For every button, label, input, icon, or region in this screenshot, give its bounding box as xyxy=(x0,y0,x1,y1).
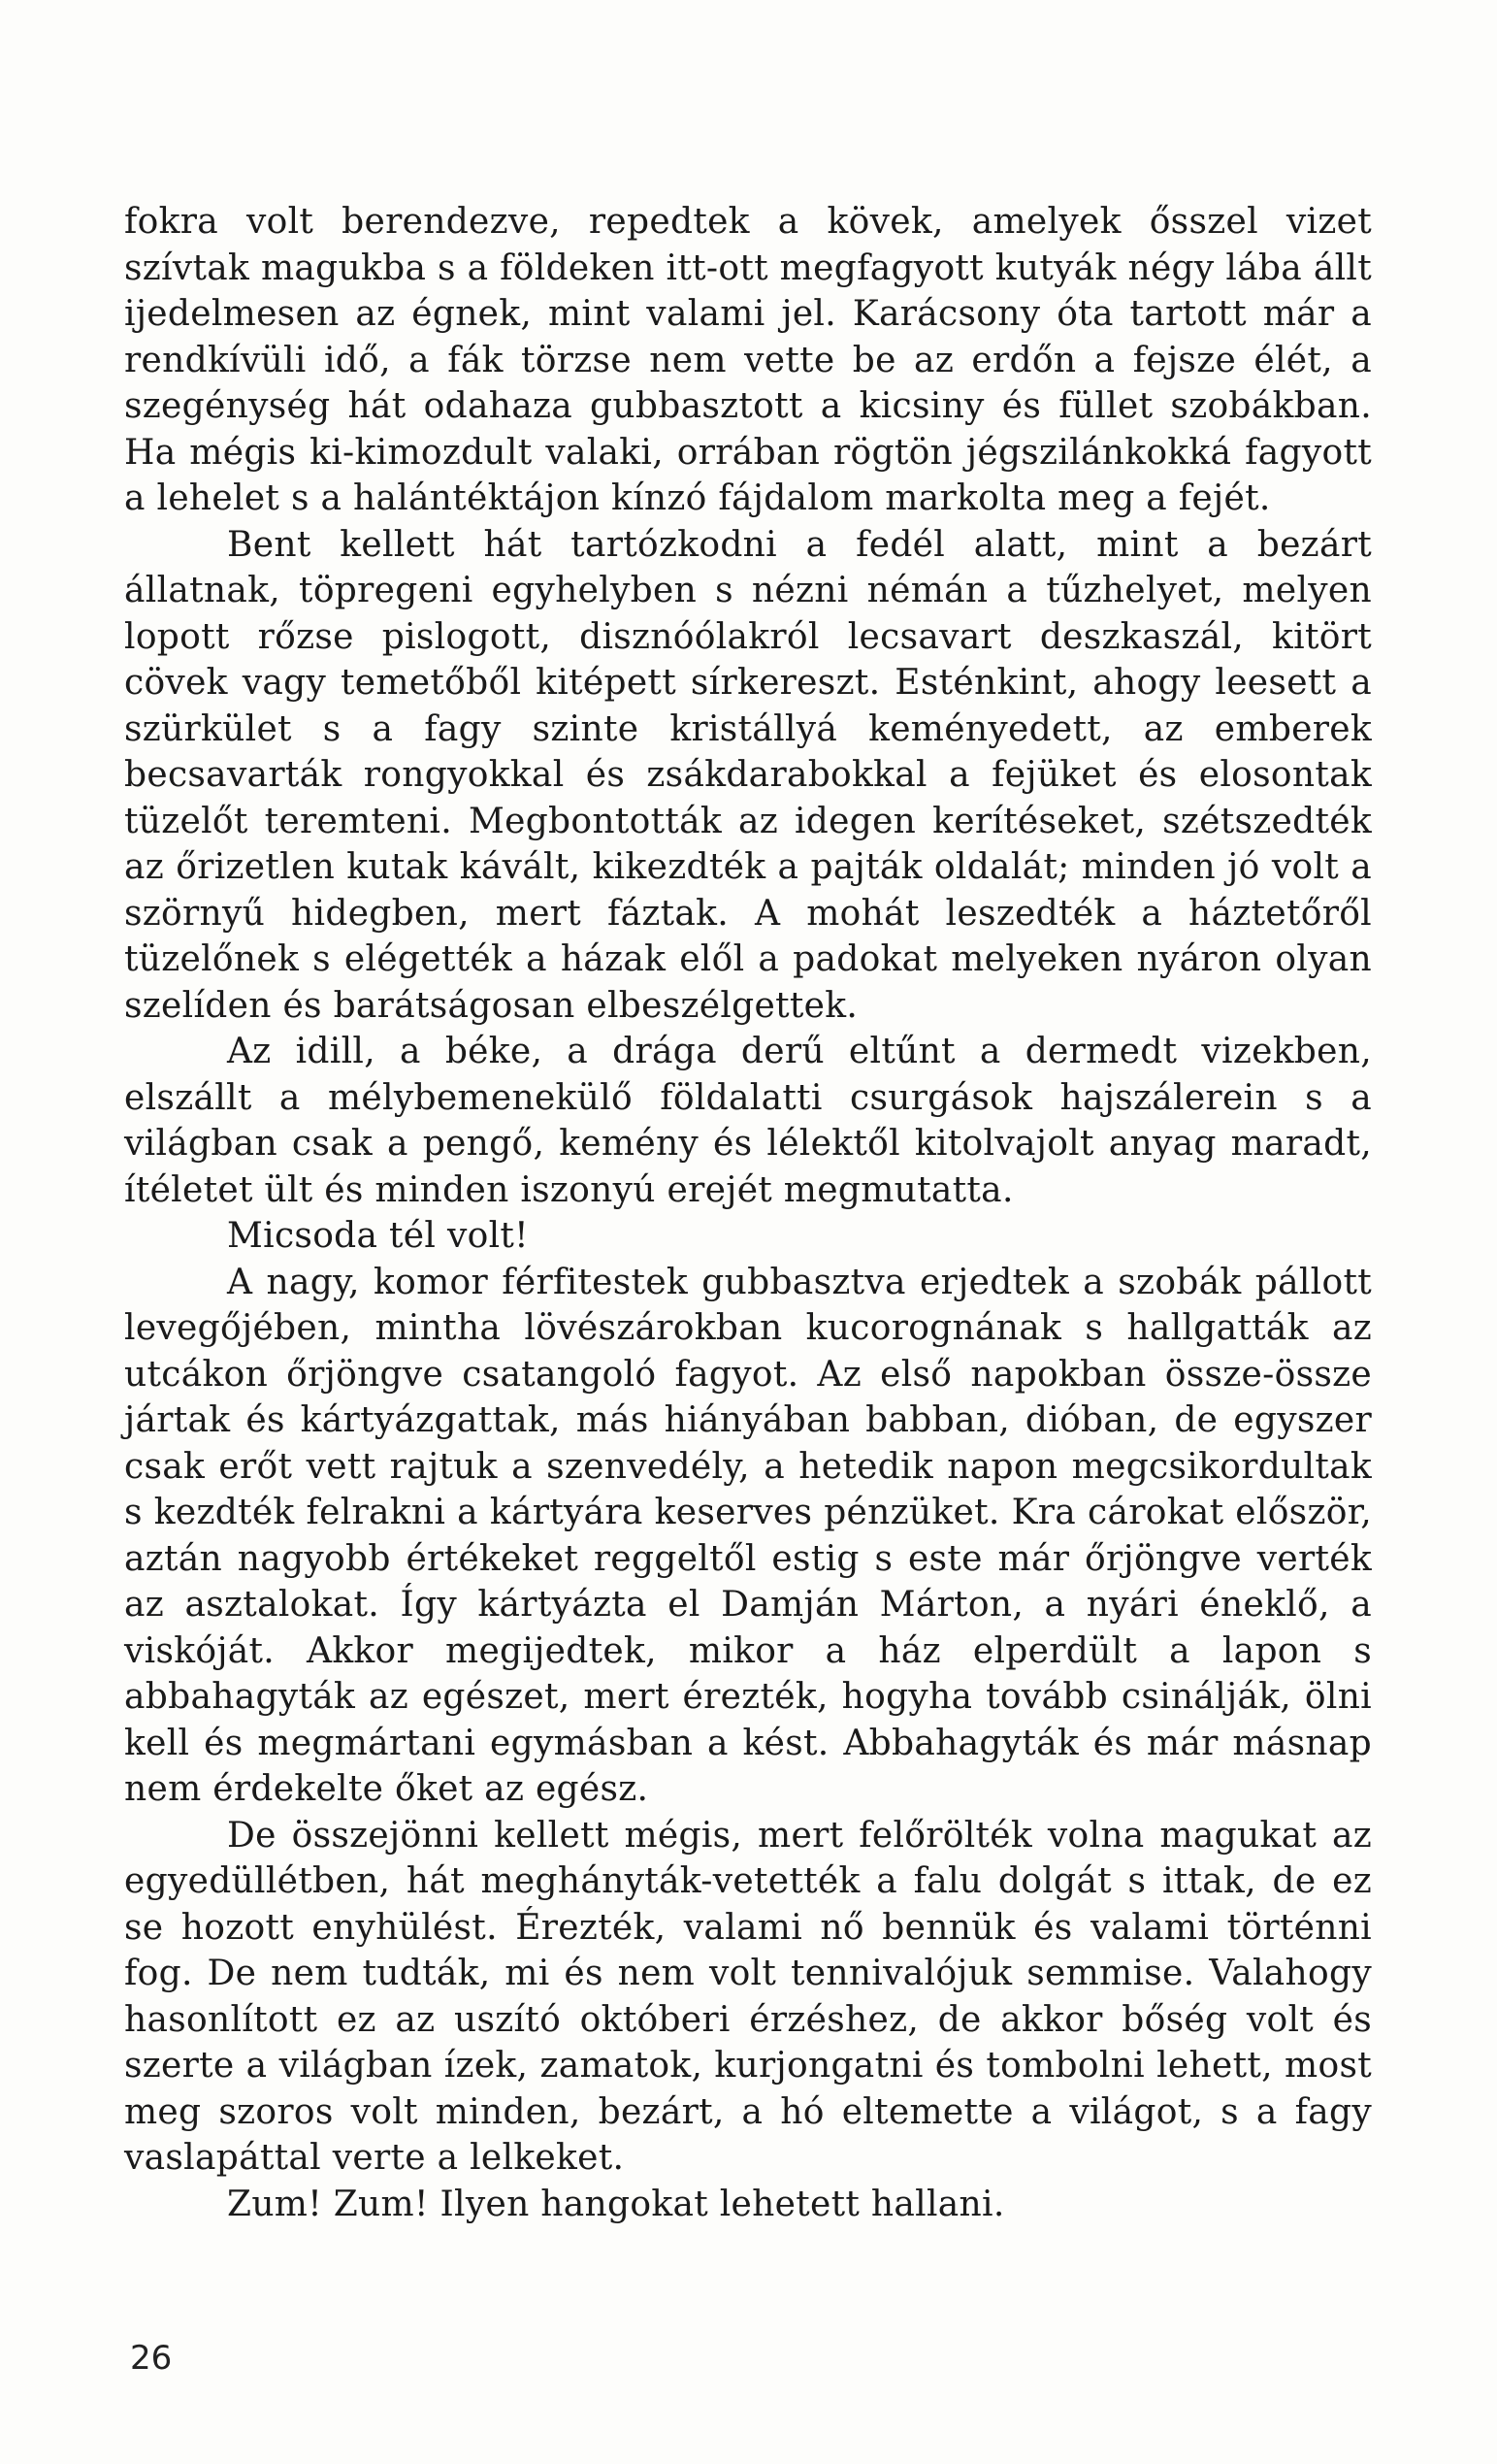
paragraph-6: De összejönni kellett mégis, mert felőrölték volna magukat az egyedüllétben, hát meghányták-vetették a falu dolgát s ittak, de ez se hozott enyhülést. Érezték, valami nő bennük és valami történni fog. De nem tudták, mi és nem volt tennivalójuk semmise. Valahogy hasonlított ez az uszító októberi érzéshez, de akkor bőség volt és szerte a világban ízek, zamatok, kurjongatni és tombolni lehett, most meg szoros volt minden, bezárt, a hó eltemette a világot, s a fagy vaslapáttal verte a lelkeket. xyxy=(124,1815,1372,2178)
paragraph-2: Bent kellett hát tartózkodni a fedél alatt, mint a bezárt állatnak, töpregeni egyhelyben s nézni némán a tűzhelyet, melyen lopott rőzse pislogott, disznóólakról lecsavart deszkaszál, kitört cövek vagy temetőből kitépett sírkereszt. Esténkint, ahogy leesett a szürkület s a fagy szinte kristállyá keményedett, az emberek becsavarták rongyokkal és zsákdarabokkal a fejüket és elosontak tüzelőt teremteni. Megbontották az idegen kerítéseket, szétszedték az őrizetlen kutak kávált, kikezdték a pajták oldalát; minden jó volt a szörnyű hidegben, mert fáztak. A mohát leszedték a háztetőről tüzelőnek s elégették a házak elől a padokat melyeken nyáron olyan szelíden és barátságosan elbeszélgettek. xyxy=(124,524,1372,1026)
paragraph-1: fokra volt berendezve, repedtek a kövek, amelyek ősszel vizet szívtak magukba s a földeken itt-ott megfagyott kutyák négy lába állt ijedelmesen az égnek, mint valami jel. Karácsony óta tartott már a rendkívüli idő, a fák törzse nem vette be az erdőn a fejsze élét, a szegénység hát odahaza gubbasztott a kicsiny és füllet szobákban. Ha mégis ki-kimozdult valaki, orrában rögtön jégszilánkokká fagyott a lehelet s a halántéktájon kínzó fájdalom markolta meg a fejét. xyxy=(124,202,1372,518)
paragraph-7: Zum! Zum! Ilyen hangokat lehetett hallani. xyxy=(227,2184,1005,2224)
page-number: 26 xyxy=(130,2339,173,2378)
paragraph-3: Az idill, a béke, a drága derű eltűnt a dermedt vizekben, elszállt a mélybemenekülő földalatti csurgások hajszálerein s a világban csak a pengő, kemény és lélektől kitolvajolt anyag maradt, ítéletet ült és minden iszonyú erejét megmutatta. xyxy=(124,1032,1372,1210)
body-text xyxy=(124,199,1372,2227)
paragraph-5: A nagy, komor férfitestek gubbasztva erjedtek a szobák pállott levegőjében, mintha lövészárokban kucorognának s hallgatták az utcákon őrjöngve csatangoló fagyot. Az első napokban össze-össze jártak és kártyázgattak, más hiányában babban, dióban, de egyszer csak erőt vett rajtuk a szenvedély, a hetedik napon megcsikordultak s kezdték felrakni a kártyára keserves pénzüket. Kra cárokat először, aztán nagyobb értékeket reggeltől estig s este már őrjöngve verték az asztalokat. Így kártyázta el Damján Márton, a nyári éneklő, a viskóját. Akkor megijedtek, mikor a ház elperdült a lapon s abbahagyták az egészet, mert érezték, hogyha tovább csinálják, ölni kell és megmártani egymásban a kést. Abbahagyták és már másnap nem érdekelte őket az egész. xyxy=(124,1262,1372,1809)
paragraph-4: Micsoda tél volt! xyxy=(227,1216,529,1256)
